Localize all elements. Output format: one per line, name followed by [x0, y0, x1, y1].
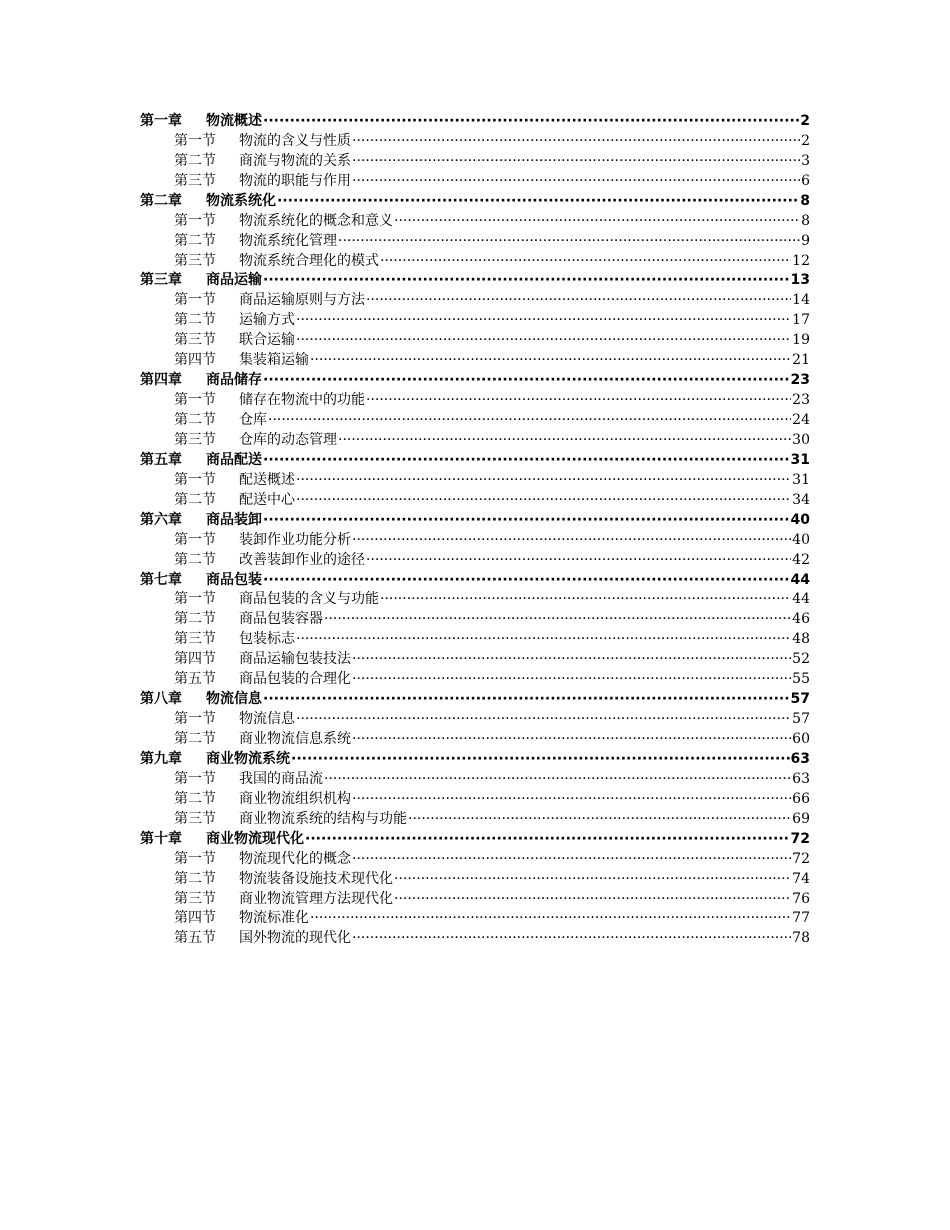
- dot-leader: [352, 730, 791, 750]
- toc-section-entry[interactable]: [140, 591, 810, 611]
- section-number: 第一节: [174, 591, 216, 608]
- toc-chapter-entry[interactable]: [140, 371, 810, 391]
- toc-chapter-entry[interactable]: [140, 272, 810, 292]
- section-number: 第二节: [174, 611, 216, 628]
- section-title: 物流的职能与作用: [239, 172, 351, 189]
- section-title: 配送概述: [239, 471, 295, 488]
- page-number: 55: [792, 671, 810, 688]
- toc-section-entry[interactable]: [140, 491, 810, 511]
- section-title: 物流现代化的概念: [239, 850, 351, 867]
- dot-leader: [310, 910, 791, 930]
- dot-leader: [305, 830, 790, 850]
- dot-leader: [268, 411, 791, 431]
- page-number: 6: [801, 172, 810, 189]
- page-number: 78: [792, 930, 810, 947]
- page-number: 42: [792, 551, 810, 568]
- section-number: 第五节: [174, 930, 216, 947]
- page-number: 44: [792, 591, 810, 608]
- dot-leader: [277, 192, 799, 212]
- section-number: 第二节: [174, 870, 216, 887]
- page-number: 31: [792, 471, 810, 488]
- section-title: 装卸作业功能分析: [239, 531, 351, 548]
- toc-section-entry[interactable]: [140, 212, 810, 232]
- section-number: 第二节: [174, 312, 216, 329]
- section-title: 联合运输: [239, 332, 295, 349]
- chapter-title: 物流系统化: [206, 192, 276, 209]
- dot-leader: [324, 770, 791, 790]
- dot-leader: [366, 391, 791, 411]
- toc-chapter-entry[interactable]: [140, 192, 810, 212]
- dot-leader: [394, 870, 791, 890]
- dot-leader: [352, 929, 791, 949]
- page-number: 31: [790, 451, 810, 468]
- section-title: 国外物流的现代化: [239, 930, 351, 947]
- page-number: 63: [792, 770, 810, 787]
- chapter-title: 物流概述: [206, 112, 262, 129]
- dot-leader: [380, 591, 791, 611]
- dot-leader: [296, 331, 791, 351]
- toc-section-entry[interactable]: [140, 630, 810, 650]
- dot-leader: [352, 132, 800, 152]
- section-title: 包装标志: [239, 631, 295, 648]
- page-number: 21: [792, 352, 810, 369]
- section-number: 第三节: [174, 172, 216, 189]
- dot-leader: [352, 152, 800, 172]
- page-number: 12: [792, 252, 810, 269]
- section-number: 第四节: [174, 651, 216, 668]
- chapter-title: 商品配送: [206, 451, 262, 468]
- toc-section-entry[interactable]: [140, 431, 810, 451]
- page-number: 74: [792, 870, 810, 887]
- section-number: 第一节: [174, 212, 216, 229]
- section-number: 第二节: [174, 491, 216, 508]
- toc-section-entry[interactable]: [140, 870, 810, 890]
- page-number: 72: [792, 850, 810, 867]
- toc-section-entry[interactable]: [140, 850, 810, 870]
- page-number: 57: [790, 691, 810, 708]
- section-number: 第二节: [174, 551, 216, 568]
- section-title: 商品运输包装技法: [239, 651, 351, 668]
- section-number: 第一节: [174, 850, 216, 867]
- section-number: 第二节: [174, 790, 216, 807]
- page-number: 63: [790, 750, 810, 767]
- section-number: 第三节: [174, 810, 216, 827]
- section-number: 第二节: [174, 731, 216, 748]
- toc-section-entry[interactable]: [140, 471, 810, 491]
- page-number: 48: [792, 631, 810, 648]
- toc-chapter-entry[interactable]: [140, 511, 810, 531]
- page-number: 23: [792, 392, 810, 409]
- page-number: 19: [792, 332, 810, 349]
- section-title: 物流标准化: [239, 910, 309, 927]
- toc-section-entry[interactable]: [140, 172, 810, 192]
- page-number: 13: [790, 272, 810, 289]
- dot-leader: [394, 212, 800, 232]
- section-number: 第四节: [174, 352, 216, 369]
- toc-section-entry[interactable]: [140, 152, 810, 172]
- dot-leader: [352, 531, 791, 551]
- section-number: 第三节: [174, 890, 216, 907]
- chapter-title: 商品装卸: [206, 511, 262, 528]
- page-number: 8: [800, 192, 810, 209]
- section-title: 我国的商品流: [239, 770, 323, 787]
- page-number: 8: [801, 212, 810, 229]
- section-title: 商业物流信息系统: [239, 731, 351, 748]
- toc-section-entry[interactable]: [140, 670, 810, 690]
- dot-leader: [263, 511, 790, 531]
- dot-leader: [352, 172, 800, 192]
- page-number: 57: [792, 711, 810, 728]
- page-number: 24: [792, 412, 810, 429]
- section-title: 仓库的动态管理: [239, 431, 337, 448]
- dot-leader: [366, 551, 791, 571]
- dot-leader: [263, 451, 790, 471]
- chapter-number: 第八章: [140, 691, 182, 708]
- section-title: 商业物流系统的结构与功能: [239, 810, 407, 827]
- section-title: 集装箱运输: [239, 352, 309, 369]
- section-number: 第二节: [174, 232, 216, 249]
- section-number: 第三节: [174, 252, 216, 269]
- toc-section-entry[interactable]: [140, 311, 810, 331]
- page-number: 40: [790, 511, 810, 528]
- toc-section-entry[interactable]: [140, 910, 810, 930]
- section-number: 第一节: [174, 132, 216, 149]
- chapter-number: 第五章: [140, 451, 182, 468]
- dot-leader: [296, 630, 791, 650]
- dot-leader: [352, 670, 791, 690]
- section-title: 运输方式: [239, 312, 295, 329]
- page-number: 23: [790, 372, 810, 389]
- page-number: 3: [801, 152, 810, 169]
- page-number: 14: [792, 292, 810, 309]
- toc-section-entry[interactable]: [140, 710, 810, 730]
- chapter-number: 第二章: [140, 192, 182, 209]
- toc-section-entry[interactable]: [140, 890, 810, 910]
- chapter-title: 物流信息: [206, 691, 262, 708]
- section-title: 物流装备设施技术现代化: [239, 870, 393, 887]
- chapter-number: 第九章: [140, 750, 182, 767]
- toc-section-entry[interactable]: [140, 610, 810, 630]
- toc-section-entry[interactable]: [140, 531, 810, 551]
- chapter-number: 第六章: [140, 511, 182, 528]
- section-number: 第一节: [174, 392, 216, 409]
- section-title: 仓库: [239, 412, 267, 429]
- page-number: 69: [792, 810, 810, 827]
- toc-section-entry[interactable]: [140, 790, 810, 810]
- section-number: 第三节: [174, 332, 216, 349]
- section-title: 商品运输原则与方法: [239, 292, 365, 309]
- toc-chapter-entry[interactable]: [140, 750, 810, 770]
- toc-section-entry[interactable]: [140, 391, 810, 411]
- section-title: 储存在物流中的功能: [239, 392, 365, 409]
- page-number: 34: [792, 491, 810, 508]
- page-number: 2: [800, 112, 810, 129]
- toc-section-entry[interactable]: [140, 132, 810, 152]
- section-title: 商业物流管理方法现代化: [239, 890, 393, 907]
- dot-leader: [366, 291, 791, 311]
- toc-chapter-entry[interactable]: [140, 830, 810, 850]
- toc-section-entry[interactable]: [140, 232, 810, 252]
- toc-section-entry[interactable]: [140, 929, 810, 949]
- chapter-title: 商业物流现代化: [206, 830, 304, 847]
- toc-section-entry[interactable]: [140, 351, 810, 371]
- dot-leader: [263, 571, 790, 591]
- chapter-title: 商品储存: [206, 372, 262, 389]
- section-number: 第三节: [174, 431, 216, 448]
- dot-leader: [380, 252, 791, 272]
- dot-leader: [296, 471, 791, 491]
- section-number: 第一节: [174, 770, 216, 787]
- toc-section-entry[interactable]: [140, 730, 810, 750]
- section-number: 第三节: [174, 631, 216, 648]
- dot-leader: [291, 750, 790, 770]
- page-number: 30: [792, 431, 810, 448]
- page-number: 9: [801, 232, 810, 249]
- toc-section-entry[interactable]: [140, 252, 810, 272]
- toc-chapter-entry[interactable]: [140, 451, 810, 471]
- chapter-title: 商品包装: [206, 571, 262, 588]
- dot-leader: [338, 431, 791, 451]
- section-number: 第一节: [174, 531, 216, 548]
- toc-section-entry[interactable]: [140, 810, 810, 830]
- section-number: 第一节: [174, 292, 216, 309]
- section-title: 商流与物流的关系: [239, 152, 351, 169]
- section-number: 第一节: [174, 711, 216, 728]
- page-number: 77: [792, 910, 810, 927]
- section-title: 商品包装容器: [239, 611, 323, 628]
- section-number: 第二节: [174, 152, 216, 169]
- chapter-number: 第四章: [140, 372, 182, 389]
- chapter-title: 商业物流系统: [206, 750, 290, 767]
- section-title: 配送中心: [239, 491, 295, 508]
- page-number: 44: [790, 571, 810, 588]
- dot-leader: [352, 650, 791, 670]
- dot-leader: [296, 311, 791, 331]
- dot-leader: [263, 371, 790, 391]
- chapter-title: 商品运输: [206, 272, 262, 289]
- dot-leader: [352, 850, 791, 870]
- section-title: 物流系统化管理: [239, 232, 337, 249]
- toc-section-entry[interactable]: [140, 291, 810, 311]
- toc-section-entry[interactable]: [140, 331, 810, 351]
- chapter-number: 第三章: [140, 272, 182, 289]
- dot-leader: [394, 890, 791, 910]
- chapter-number: 第十章: [140, 830, 182, 847]
- table-of-contents: [140, 112, 810, 949]
- section-title: 改善装卸作业的途径: [239, 551, 365, 568]
- chapter-number: 第七章: [140, 571, 182, 588]
- section-number: 第二节: [174, 412, 216, 429]
- page-number: 52: [792, 651, 810, 668]
- page-number: 46: [792, 611, 810, 628]
- chapter-number: 第一章: [140, 112, 182, 129]
- page-number: 66: [792, 790, 810, 807]
- toc-section-entry[interactable]: [140, 650, 810, 670]
- dot-leader: [408, 810, 791, 830]
- section-title: 商品包装的含义与功能: [239, 591, 379, 608]
- dot-leader: [263, 112, 799, 132]
- dot-leader: [296, 491, 791, 511]
- page-number: 40: [792, 531, 810, 548]
- section-title: 物流的含义与性质: [239, 132, 351, 149]
- toc-section-entry[interactable]: [140, 551, 810, 571]
- section-number: 第一节: [174, 471, 216, 488]
- toc-section-entry[interactable]: [140, 770, 810, 790]
- dot-leader: [338, 232, 800, 252]
- toc-section-entry[interactable]: [140, 411, 810, 431]
- section-title: 物流信息: [239, 711, 295, 728]
- toc-chapter-entry[interactable]: [140, 571, 810, 591]
- section-number: 第四节: [174, 910, 216, 927]
- toc-chapter-entry[interactable]: [140, 112, 810, 132]
- page-number: 72: [790, 830, 810, 847]
- page-number: 17: [792, 312, 810, 329]
- section-title: 商业物流组织机构: [239, 790, 351, 807]
- dot-leader: [263, 272, 790, 292]
- page-number: 2: [801, 132, 810, 149]
- section-title: 物流系统合理化的模式: [239, 252, 379, 269]
- dot-leader: [263, 690, 790, 710]
- toc-chapter-entry[interactable]: [140, 690, 810, 710]
- dot-leader: [352, 790, 791, 810]
- section-number: 第五节: [174, 671, 216, 688]
- dot-leader: [324, 610, 791, 630]
- section-title: 物流系统化的概念和意义: [239, 212, 393, 229]
- section-title: 商品包装的合理化: [239, 671, 351, 688]
- page-number: 76: [792, 890, 810, 907]
- dot-leader: [296, 710, 791, 730]
- page-number: 60: [792, 731, 810, 748]
- dot-leader: [310, 351, 791, 371]
